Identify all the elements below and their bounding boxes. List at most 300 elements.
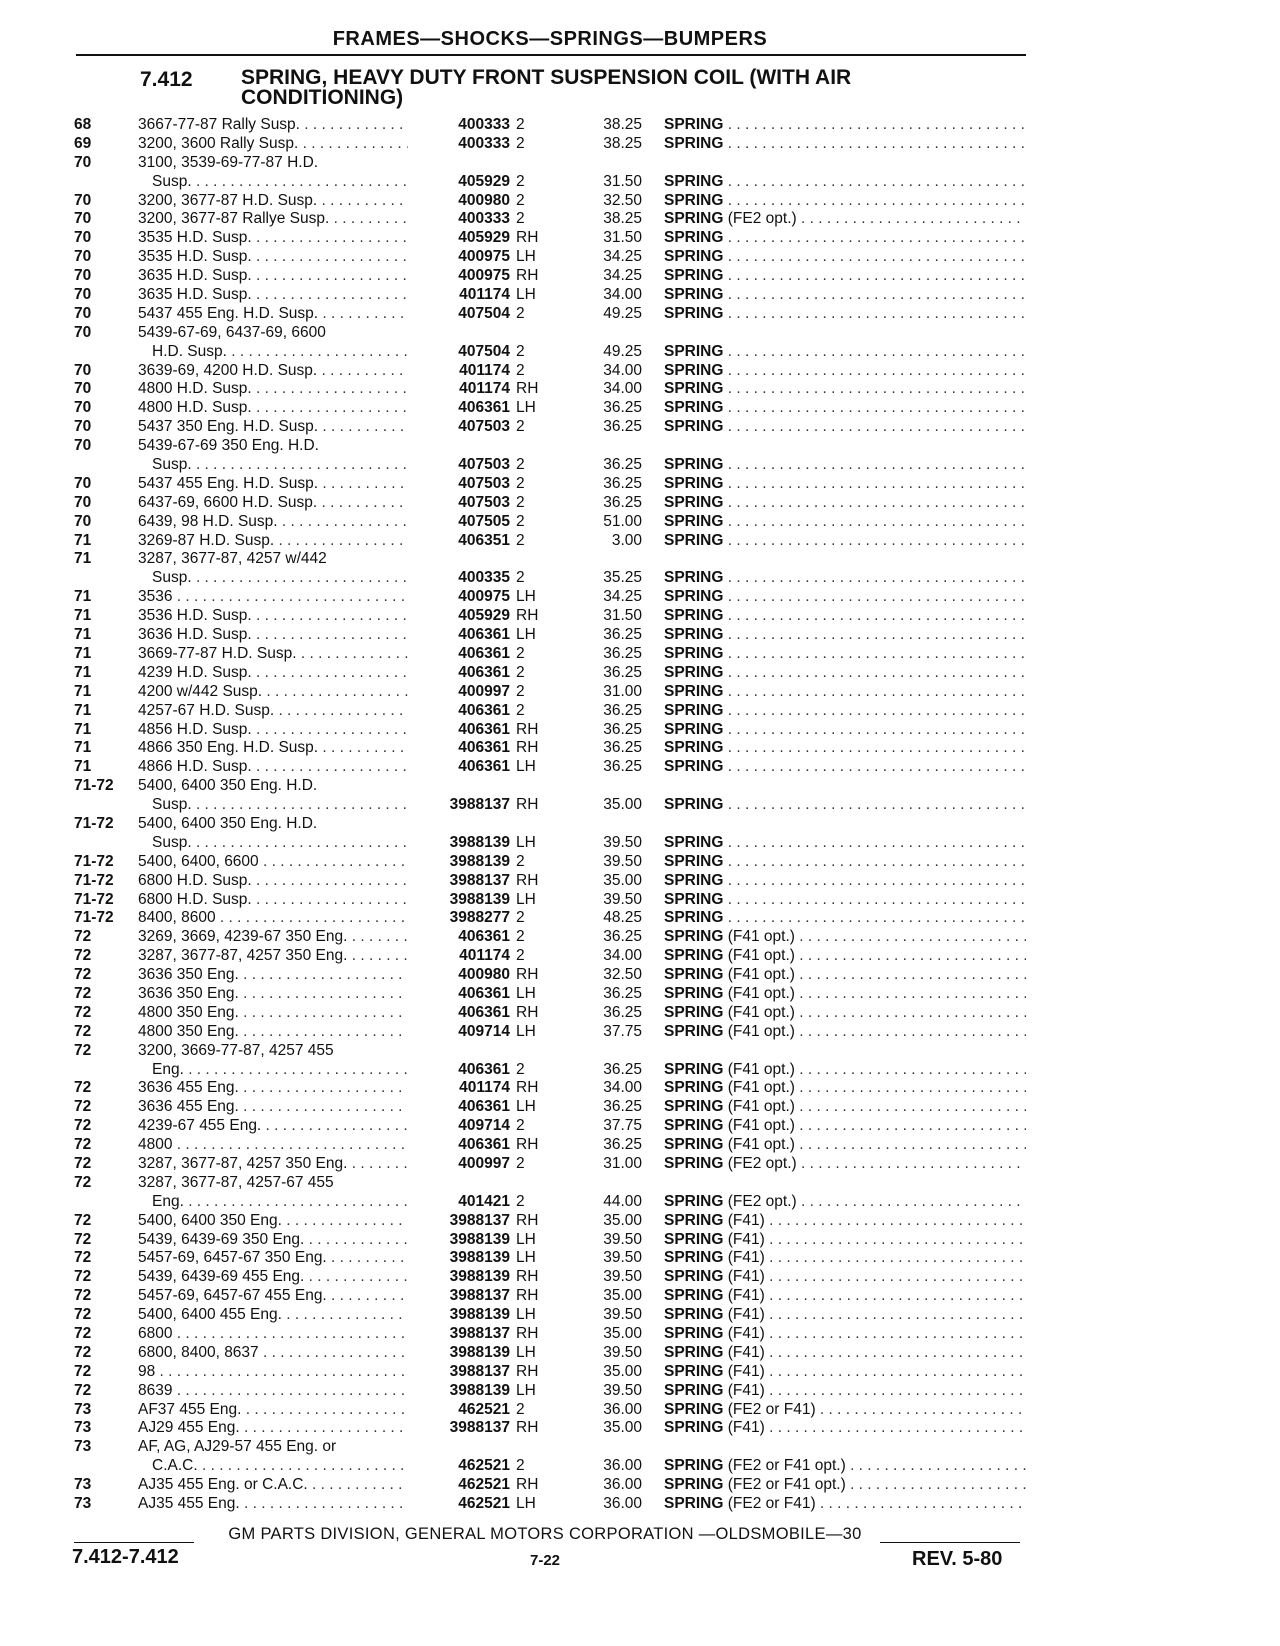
price-cell: 36.25 bbox=[603, 474, 642, 492]
year-cell: 70 bbox=[74, 210, 92, 228]
part-number-cell: 3988139 bbox=[449, 833, 510, 851]
price-cell: 36.00 bbox=[603, 1457, 642, 1475]
part-number-cell: 409714 bbox=[458, 1022, 510, 1040]
quantity-cell: 2 bbox=[516, 1154, 525, 1172]
part-number-cell: 3988137 bbox=[449, 1211, 510, 1229]
quantity-cell: RH bbox=[516, 267, 539, 285]
description-note: (F41) bbox=[727, 1268, 765, 1286]
quantity-cell: 2 bbox=[516, 474, 525, 492]
part-number-cell: 401174 bbox=[459, 361, 510, 379]
table-row bbox=[0, 1438, 1280, 1457]
quantity-cell: LH bbox=[516, 1249, 536, 1267]
description-cell bbox=[664, 928, 1026, 947]
model-cell: 98 . . . bbox=[138, 1363, 408, 1382]
quantity-cell: 2 bbox=[516, 342, 525, 360]
part-number-cell: 462521 bbox=[458, 1400, 510, 1418]
model-cell: 3636 455 Eng. . . . bbox=[138, 1079, 408, 1098]
description-name: SPRING bbox=[664, 361, 724, 379]
part-number-cell: 3988139 bbox=[449, 1268, 510, 1286]
description-name: SPRING bbox=[664, 1362, 724, 1380]
description-name: SPRING bbox=[664, 1079, 724, 1097]
part-number-cell: 462521 bbox=[458, 1457, 510, 1475]
footer-publisher: GM PARTS DIVISION, GENERAL MOTORS CORPORATION —OLDSMOBILE—30 bbox=[228, 1525, 862, 1543]
price-cell: 36.25 bbox=[603, 399, 642, 417]
year-cell: 72 bbox=[74, 1022, 92, 1040]
price-cell: 31.50 bbox=[603, 229, 642, 247]
quantity-cell: RH bbox=[516, 1419, 539, 1437]
page-header-title: FRAMES—SHOCKS—SPRINGS—BUMPERS bbox=[332, 28, 768, 50]
model-cell: 4866 350 Eng. H.D. Susp. . . . bbox=[138, 739, 408, 758]
year-cell: 71 bbox=[74, 644, 92, 662]
description-cell bbox=[664, 947, 1026, 966]
table-row bbox=[0, 1212, 1280, 1231]
year-cell: 72 bbox=[74, 966, 92, 984]
model-cell: 5439-67-69, 6437-69, 6600 bbox=[138, 323, 326, 341]
model-cell: 3536 . . . bbox=[138, 588, 408, 607]
description-cell bbox=[664, 985, 1026, 1004]
price-cell: 35.00 bbox=[603, 796, 642, 814]
description-note: (F41 opt.) bbox=[727, 947, 795, 965]
part-number-cell: 406361 bbox=[458, 1136, 510, 1154]
description-name: SPRING bbox=[664, 644, 724, 662]
table-row bbox=[0, 1325, 1280, 1344]
model-cell: H.D. Susp. . . . bbox=[152, 343, 408, 362]
footer-page-number: 7-22 bbox=[530, 1552, 561, 1569]
year-cell: 70 bbox=[74, 380, 92, 398]
price-cell: 39.50 bbox=[603, 1230, 642, 1248]
description-cell bbox=[664, 343, 1026, 362]
quantity-cell: 2 bbox=[516, 361, 525, 379]
table-row bbox=[0, 210, 1280, 229]
price-cell: 38.25 bbox=[603, 116, 642, 133]
part-number-cell: 406361 bbox=[458, 701, 510, 719]
table-row bbox=[0, 739, 1280, 758]
part-number-cell: 3988139 bbox=[449, 1230, 510, 1248]
description-name: SPRING bbox=[664, 1117, 724, 1135]
price-cell: 39.50 bbox=[603, 1268, 642, 1286]
part-number-cell: 3988137 bbox=[449, 871, 510, 889]
description-cell bbox=[664, 1004, 1026, 1023]
description-cell bbox=[664, 891, 1026, 910]
quantity-cell: 2 bbox=[516, 134, 525, 152]
part-number-cell: 406361 bbox=[458, 644, 510, 662]
model-cell: 6800 H.D. Susp. . . . bbox=[138, 891, 408, 910]
description-name: SPRING bbox=[664, 456, 724, 474]
model-cell: 4856 H.D. Susp. . . . bbox=[138, 721, 408, 740]
part-number-cell: 3988139 bbox=[449, 890, 510, 908]
price-cell: 37.75 bbox=[603, 1117, 642, 1135]
part-number-cell: 407504 bbox=[458, 304, 510, 322]
year-cell: 71 bbox=[74, 682, 92, 700]
year-cell: 70 bbox=[74, 229, 92, 247]
part-number-cell: 406351 bbox=[458, 531, 510, 549]
part-number-cell: 462521 bbox=[458, 1495, 510, 1513]
year-cell: 72 bbox=[74, 1249, 92, 1267]
description-name: SPRING bbox=[664, 286, 724, 304]
table-row bbox=[0, 1287, 1280, 1306]
description-name: SPRING bbox=[664, 1249, 724, 1267]
year-cell: 70 bbox=[74, 399, 92, 417]
model-cell: 4800 350 Eng. . . . bbox=[138, 1004, 408, 1023]
quantity-cell: RH bbox=[516, 871, 539, 889]
footer-section-code: 7.412-7.412 bbox=[72, 1546, 179, 1568]
quantity-cell: LH bbox=[516, 399, 536, 417]
model-cell: 4239-67 455 Eng. . . . bbox=[138, 1117, 408, 1136]
parts-list bbox=[0, 116, 1280, 1514]
table-row bbox=[0, 1382, 1280, 1401]
description-name: SPRING bbox=[664, 796, 724, 814]
table-row bbox=[0, 550, 1280, 569]
part-number-cell: 400997 bbox=[458, 682, 510, 700]
price-cell: 34.25 bbox=[603, 248, 642, 266]
section-number: 7.412 bbox=[140, 68, 193, 91]
description-name: SPRING bbox=[664, 607, 724, 625]
year-cell: 70 bbox=[74, 153, 92, 171]
table-row bbox=[0, 513, 1280, 532]
description-cell bbox=[664, 399, 1026, 418]
table-row bbox=[0, 1401, 1280, 1420]
year-cell: 71-72 bbox=[74, 871, 114, 889]
table-row bbox=[0, 1004, 1280, 1023]
model-cell: AJ35 455 Eng. . . . bbox=[138, 1495, 408, 1514]
price-cell: 34.00 bbox=[603, 286, 642, 304]
quantity-cell: RH bbox=[516, 607, 539, 625]
price-cell: 49.25 bbox=[603, 304, 642, 322]
table-row bbox=[0, 777, 1280, 796]
description-name: SPRING bbox=[664, 1419, 724, 1437]
price-cell: 36.25 bbox=[603, 644, 642, 662]
description-cell bbox=[664, 872, 1026, 891]
model-cell: 4800 H.D. Susp. . . . bbox=[138, 380, 408, 399]
description-cell bbox=[664, 569, 1026, 588]
price-cell: 39.50 bbox=[603, 1343, 642, 1361]
year-cell: 72 bbox=[74, 1154, 92, 1172]
year-cell: 69 bbox=[74, 134, 92, 152]
model-cell: 6439, 98 H.D. Susp. . . . bbox=[138, 513, 408, 532]
year-cell: 72 bbox=[74, 1211, 92, 1229]
description-note: (F41 opt.) bbox=[727, 928, 795, 946]
year-cell: 71 bbox=[74, 531, 92, 549]
quantity-cell: RH bbox=[516, 720, 539, 738]
part-number-cell: 407503 bbox=[458, 418, 510, 436]
price-cell: 35.00 bbox=[603, 1419, 642, 1437]
year-cell: 70 bbox=[74, 512, 92, 530]
table-row bbox=[0, 985, 1280, 1004]
model-cell: 3636 350 Eng. . . . bbox=[138, 985, 408, 1004]
price-cell: 35.00 bbox=[603, 1211, 642, 1229]
price-cell: 44.00 bbox=[603, 1192, 642, 1210]
quantity-cell: RH bbox=[516, 1362, 539, 1380]
description-name: SPRING bbox=[664, 380, 724, 398]
quantity-cell: RH bbox=[516, 1079, 539, 1097]
table-row bbox=[0, 248, 1280, 267]
table-row bbox=[0, 1419, 1280, 1438]
price-cell: 39.50 bbox=[603, 890, 642, 908]
section-title: SPRING, HEAVY DUTY FRONT SUSPENSION COIL (WITH AIR CONDITIONING) bbox=[241, 66, 852, 109]
quantity-cell: LH bbox=[516, 890, 536, 908]
quantity-cell: 2 bbox=[516, 210, 525, 228]
description-cell bbox=[664, 758, 1026, 777]
price-cell: 35.00 bbox=[603, 1362, 642, 1380]
part-number-cell: 3988137 bbox=[449, 1325, 510, 1342]
table-row bbox=[0, 891, 1280, 910]
table-row bbox=[0, 267, 1280, 286]
model-cell: 3636 H.D. Susp. . . . bbox=[138, 626, 408, 645]
model-cell: 5457-69, 6457-67 350 Eng. . . . bbox=[138, 1249, 408, 1268]
part-number-cell: 400980 bbox=[458, 966, 510, 984]
table-row bbox=[0, 815, 1280, 834]
table-row bbox=[0, 588, 1280, 607]
year-cell: 70 bbox=[74, 267, 92, 285]
price-cell: 39.50 bbox=[603, 1381, 642, 1399]
year-cell: 70 bbox=[74, 304, 92, 322]
quantity-cell: 2 bbox=[516, 701, 525, 719]
model-cell: 5439, 6439-69 455 Eng. . . . bbox=[138, 1268, 408, 1287]
model-cell: 6800 . . . bbox=[138, 1325, 408, 1344]
year-cell: 73 bbox=[74, 1400, 92, 1418]
description-cell bbox=[664, 380, 1026, 399]
part-number-cell: 3988137 bbox=[449, 796, 510, 814]
price-cell: 35.00 bbox=[603, 1287, 642, 1305]
model-cell: 3287, 3677-87, 4257 350 Eng. . . . bbox=[138, 947, 408, 966]
quantity-cell: LH bbox=[516, 1343, 536, 1361]
part-number-cell: 406361 bbox=[458, 758, 510, 776]
table-row bbox=[0, 1306, 1280, 1325]
description-cell bbox=[664, 1136, 1026, 1155]
price-cell: 35.00 bbox=[603, 871, 642, 889]
table-row bbox=[0, 702, 1280, 721]
description-cell bbox=[664, 909, 1026, 928]
description-name: SPRING bbox=[664, 229, 724, 247]
part-number-cell: 462521 bbox=[458, 1476, 510, 1494]
year-cell: 71 bbox=[74, 550, 92, 568]
price-cell: 34.00 bbox=[603, 380, 642, 398]
part-number-cell: 401174 bbox=[459, 380, 510, 398]
year-cell: 70 bbox=[74, 418, 92, 436]
description-cell bbox=[664, 1344, 1026, 1363]
quantity-cell: 2 bbox=[516, 456, 525, 474]
table-row bbox=[0, 1476, 1280, 1495]
description-name: SPRING bbox=[664, 909, 724, 927]
model-cell: 3635 H.D. Susp. . . . bbox=[138, 267, 408, 286]
description-name: SPRING bbox=[664, 833, 724, 851]
year-cell: 68 bbox=[74, 116, 92, 133]
model-cell: AJ35 455 Eng. or C.A.C. . . . bbox=[138, 1476, 408, 1495]
quantity-cell: LH bbox=[516, 758, 536, 776]
year-cell: 72 bbox=[74, 928, 92, 946]
description-note: (F41 opt.) bbox=[727, 1136, 795, 1154]
part-number-cell: 407503 bbox=[458, 456, 510, 474]
description-cell bbox=[664, 1023, 1026, 1042]
part-number-cell: 3988137 bbox=[449, 1419, 510, 1437]
year-cell: 72 bbox=[74, 1079, 92, 1097]
table-row bbox=[0, 1193, 1280, 1212]
model-cell: 3100, 3539-69-77-87 H.D. bbox=[138, 153, 319, 171]
model-cell: 3636 350 Eng. . . . bbox=[138, 966, 408, 985]
description-note: (F41 opt.) bbox=[727, 1003, 795, 1021]
year-cell: 71-72 bbox=[74, 852, 114, 870]
year-cell: 71-72 bbox=[74, 777, 114, 795]
model-cell: 3269, 3669, 4239-67 350 Eng. . . . bbox=[138, 928, 408, 947]
table-row bbox=[0, 1344, 1280, 1363]
model-cell: AJ29 455 Eng. . . . bbox=[138, 1419, 408, 1438]
part-number-cell: 400333 bbox=[458, 210, 510, 228]
year-cell: 71 bbox=[74, 739, 92, 757]
description-name: SPRING bbox=[664, 871, 724, 889]
description-note: (F41) bbox=[727, 1249, 765, 1267]
description-note: (F41) bbox=[727, 1343, 765, 1361]
model-cell: 3636 455 Eng. . . . bbox=[138, 1098, 408, 1117]
description-note: (FE2 opt.) bbox=[727, 210, 797, 228]
table-row bbox=[0, 418, 1280, 437]
description-note: (F41) bbox=[727, 1230, 765, 1248]
description-cell bbox=[664, 1401, 1026, 1420]
quantity-cell: 2 bbox=[516, 1192, 525, 1210]
part-number-cell: 401421 bbox=[458, 1192, 510, 1210]
quantity-cell: 2 bbox=[516, 852, 525, 870]
year-cell: 71 bbox=[74, 758, 92, 776]
part-number-cell: 406361 bbox=[458, 739, 510, 757]
model-cell: 5437 455 Eng. H.D. Susp. . . . bbox=[138, 305, 408, 324]
price-cell: 39.50 bbox=[603, 1249, 642, 1267]
description-cell bbox=[664, 210, 1026, 229]
price-cell: 39.50 bbox=[603, 852, 642, 870]
table-row bbox=[0, 645, 1280, 664]
description-name: SPRING bbox=[664, 682, 724, 700]
price-cell: 38.25 bbox=[603, 210, 642, 228]
part-number-cell: 405929 bbox=[458, 229, 510, 247]
model-cell: 6800 H.D. Susp. . . . bbox=[138, 872, 408, 891]
model-cell: 5400, 6400 350 Eng. H.D. bbox=[138, 814, 318, 832]
table-row bbox=[0, 380, 1280, 399]
year-cell: 73 bbox=[74, 1419, 92, 1437]
year-cell: 71-72 bbox=[74, 814, 114, 832]
model-cell: 3535 H.D. Susp. . . . bbox=[138, 229, 408, 248]
model-cell: Susp. . . . bbox=[152, 834, 408, 853]
description-cell bbox=[664, 1457, 1026, 1476]
description-note: (F41) bbox=[727, 1419, 765, 1437]
year-cell: 72 bbox=[74, 1343, 92, 1361]
description-note: (F41 opt.) bbox=[727, 1098, 795, 1116]
model-cell: 3536 H.D. Susp. . . . bbox=[138, 607, 408, 626]
price-cell: 31.50 bbox=[603, 172, 642, 190]
description-note: (F41 opt.) bbox=[727, 1060, 795, 1078]
quantity-cell: 2 bbox=[516, 1400, 525, 1418]
quantity-cell: LH bbox=[516, 588, 536, 606]
price-cell: 39.50 bbox=[603, 833, 642, 851]
description-name: SPRING bbox=[664, 569, 724, 587]
description-name: SPRING bbox=[664, 1381, 724, 1399]
description-cell bbox=[664, 626, 1026, 645]
price-cell: 48.25 bbox=[603, 909, 642, 927]
quantity-cell: 2 bbox=[516, 569, 525, 587]
description-cell bbox=[664, 248, 1026, 267]
year-cell: 70 bbox=[74, 474, 92, 492]
model-cell: 3287, 3677-87, 4257 350 Eng. . . . bbox=[138, 1155, 408, 1174]
model-cell: 3639-69, 4200 H.D. Susp. . . . bbox=[138, 362, 408, 381]
description-note: (F41 opt.) bbox=[727, 1079, 795, 1097]
description-cell bbox=[664, 1419, 1026, 1438]
price-cell: 38.25 bbox=[603, 134, 642, 152]
part-number-cell: 3988139 bbox=[449, 1381, 510, 1399]
description-note: (FE2 opt.) bbox=[727, 1154, 797, 1172]
year-cell: 73 bbox=[74, 1495, 92, 1513]
price-cell: 36.00 bbox=[603, 1400, 642, 1418]
description-name: SPRING bbox=[664, 1003, 724, 1021]
part-number-cell: 407505 bbox=[458, 512, 510, 530]
description-name: SPRING bbox=[664, 474, 724, 492]
description-name: SPRING bbox=[664, 1022, 724, 1040]
description-cell bbox=[664, 418, 1026, 437]
description-name: SPRING bbox=[664, 1306, 724, 1324]
description-name: SPRING bbox=[664, 1495, 724, 1513]
part-number-cell: 409714 bbox=[458, 1117, 510, 1135]
description-name: SPRING bbox=[664, 626, 724, 644]
quantity-cell: LH bbox=[516, 1381, 536, 1399]
quantity-cell: RH bbox=[516, 380, 539, 398]
description-name: SPRING bbox=[664, 172, 724, 190]
model-cell: 5400, 6400, 6600 . . . bbox=[138, 853, 408, 872]
part-number-cell: 3988137 bbox=[449, 1362, 510, 1380]
price-cell: 36.25 bbox=[603, 720, 642, 738]
price-cell: 36.00 bbox=[603, 1495, 642, 1513]
year-cell: 72 bbox=[74, 1117, 92, 1135]
quantity-cell: 2 bbox=[516, 928, 525, 946]
description-name: SPRING bbox=[664, 116, 724, 133]
part-number-cell: 3988139 bbox=[449, 852, 510, 870]
year-cell: 72 bbox=[74, 1173, 92, 1191]
description-cell bbox=[664, 702, 1026, 721]
description-cell bbox=[664, 1363, 1026, 1382]
description-name: SPRING bbox=[664, 1192, 724, 1210]
table-row bbox=[0, 305, 1280, 324]
price-cell: 36.25 bbox=[603, 418, 642, 436]
price-cell: 34.00 bbox=[603, 947, 642, 965]
table-row bbox=[0, 154, 1280, 173]
quantity-cell: 2 bbox=[516, 191, 525, 209]
model-cell: 8400, 8600 . . . bbox=[138, 909, 408, 928]
quantity-cell: 2 bbox=[516, 172, 525, 190]
model-cell: 3200, 3677-87 H.D. Susp. . . . bbox=[138, 192, 408, 211]
table-row bbox=[0, 872, 1280, 891]
model-cell: 6800, 8400, 8637 . . . bbox=[138, 1344, 408, 1363]
model-cell: 4239 H.D. Susp. . . . bbox=[138, 664, 408, 683]
year-cell: 71 bbox=[74, 588, 92, 606]
part-number-cell: 401174 bbox=[459, 286, 510, 304]
table-row bbox=[0, 853, 1280, 872]
description-cell bbox=[664, 1193, 1026, 1212]
model-cell: 3200, 3677-87 Rallye Susp. . . . bbox=[138, 210, 408, 229]
quantity-cell: LH bbox=[516, 1022, 536, 1040]
description-cell bbox=[664, 475, 1026, 494]
table-row bbox=[0, 229, 1280, 248]
quantity-cell: 2 bbox=[516, 304, 525, 322]
quantity-cell: 2 bbox=[516, 116, 525, 133]
description-name: SPRING bbox=[664, 1287, 724, 1305]
year-cell: 72 bbox=[74, 1381, 92, 1399]
price-cell: 39.50 bbox=[603, 1306, 642, 1324]
model-cell: Susp. . . . bbox=[152, 796, 408, 815]
description-cell bbox=[664, 173, 1026, 192]
description-name: SPRING bbox=[664, 739, 724, 757]
description-name: SPRING bbox=[664, 966, 724, 984]
price-cell: 32.50 bbox=[603, 191, 642, 209]
part-number-cell: 406361 bbox=[458, 626, 510, 644]
description-cell bbox=[664, 796, 1026, 815]
table-row bbox=[0, 1268, 1280, 1287]
description-name: SPRING bbox=[664, 1230, 724, 1248]
year-cell: 72 bbox=[74, 1287, 92, 1305]
